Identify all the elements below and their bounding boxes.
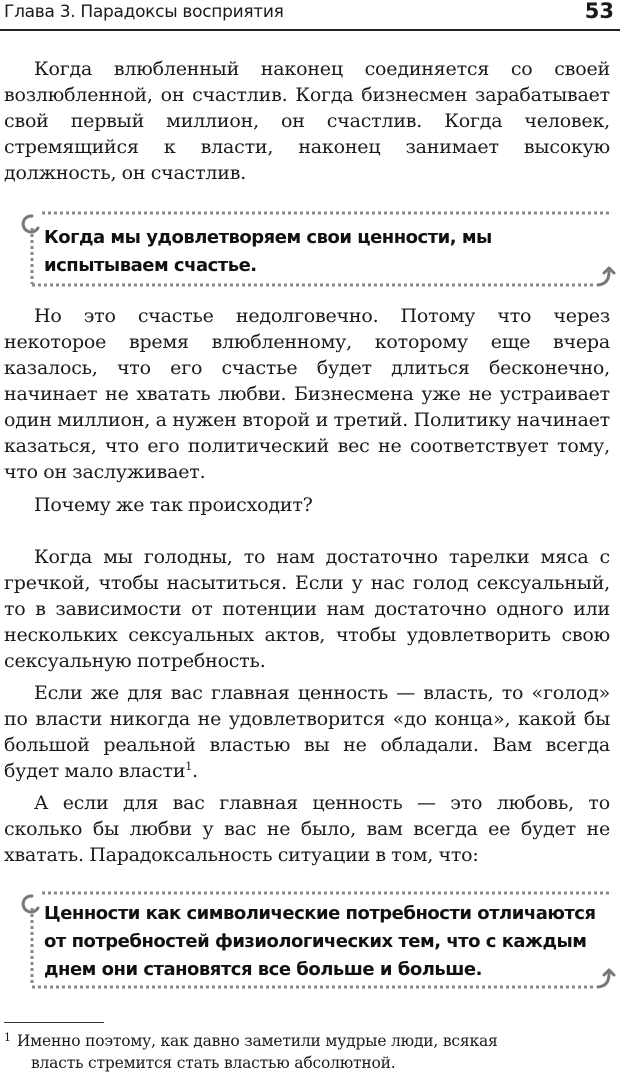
page-header — [0, 0, 620, 34]
callout-2 — [24, 890, 616, 998]
chapter-title: Глава 3. Парадоксы восприятия — [4, 2, 284, 22]
footnote-ref[interactable]: 1 — [185, 760, 193, 773]
paragraph-5 — [4, 680, 610, 784]
callout-1 — [24, 210, 616, 290]
page-number: 53 — [584, 0, 614, 23]
callout-2-text: Ценности как символические потребности отличаются от потребностей физиологических тем, что с каждым днем они становятся все больше и больше. — [44, 903, 596, 980]
paragraph-4: Когда мы голодны, то нам достаточно тарелки мяса с гречкой, чтобы насытиться. Если у нас голод сексуальный, то в зависимости от потенции нам достаточно одного или нескольких сексуальных актов, чтобы удовлетворить свою сексуальную потребность. — [4, 546, 610, 672]
callout-1-text: Когда мы удовлетворяем свои ценности, мы испытываем счастье. — [44, 227, 492, 276]
paragraph-3: Почему же так происходит? — [34, 494, 313, 516]
paragraph-5-text: Если же для вас главная ценность — власть, то «голод» по власти никогда не удовлетворится «до конца», какой бы большой реальной властью вы не обладали. Вам всегда будет мало власти — [4, 682, 610, 782]
header-rule — [0, 29, 620, 31]
footnote-rule — [4, 1022, 104, 1023]
footnote-line-1: Именно поэтому, как давно заметили мудрые люди, всякая — [16, 1032, 498, 1050]
footnote-line-2: власть стремится стать властью абсолютной. — [31, 1054, 396, 1072]
footnote-mark: 1 — [4, 1031, 11, 1044]
footnote — [4, 1027, 610, 1074]
paragraph-2: Но это счастье недолговечно. Потому что через некоторое время влюбленному, которому еще вчера казалось, что его счастье будет длиться бесконечно, начинает не хватать любви. Бизнесмена уже не устраивает один миллион, а нужен второй и третий. Политику начинает казаться, что его политический вес не соответствует тому, что он заслуживает. — [4, 305, 610, 483]
paragraph-5-end: . — [192, 760, 198, 782]
paragraph-1: Когда влюбленный наконец соединяется со своей возлюбленной, он счастлив. Когда бизнесмен зарабатывает свой первый миллион, он счастлив. Когда человек, стремящийся к власти, наконец занимает высокую должность, он счастлив. — [4, 58, 610, 184]
paragraph-6: А если для вас главная ценность — это любовь, то сколько бы любви у вас не было, вам всегда ее будет не хватать. Парадоксальность ситуации в том, что: — [4, 792, 610, 866]
